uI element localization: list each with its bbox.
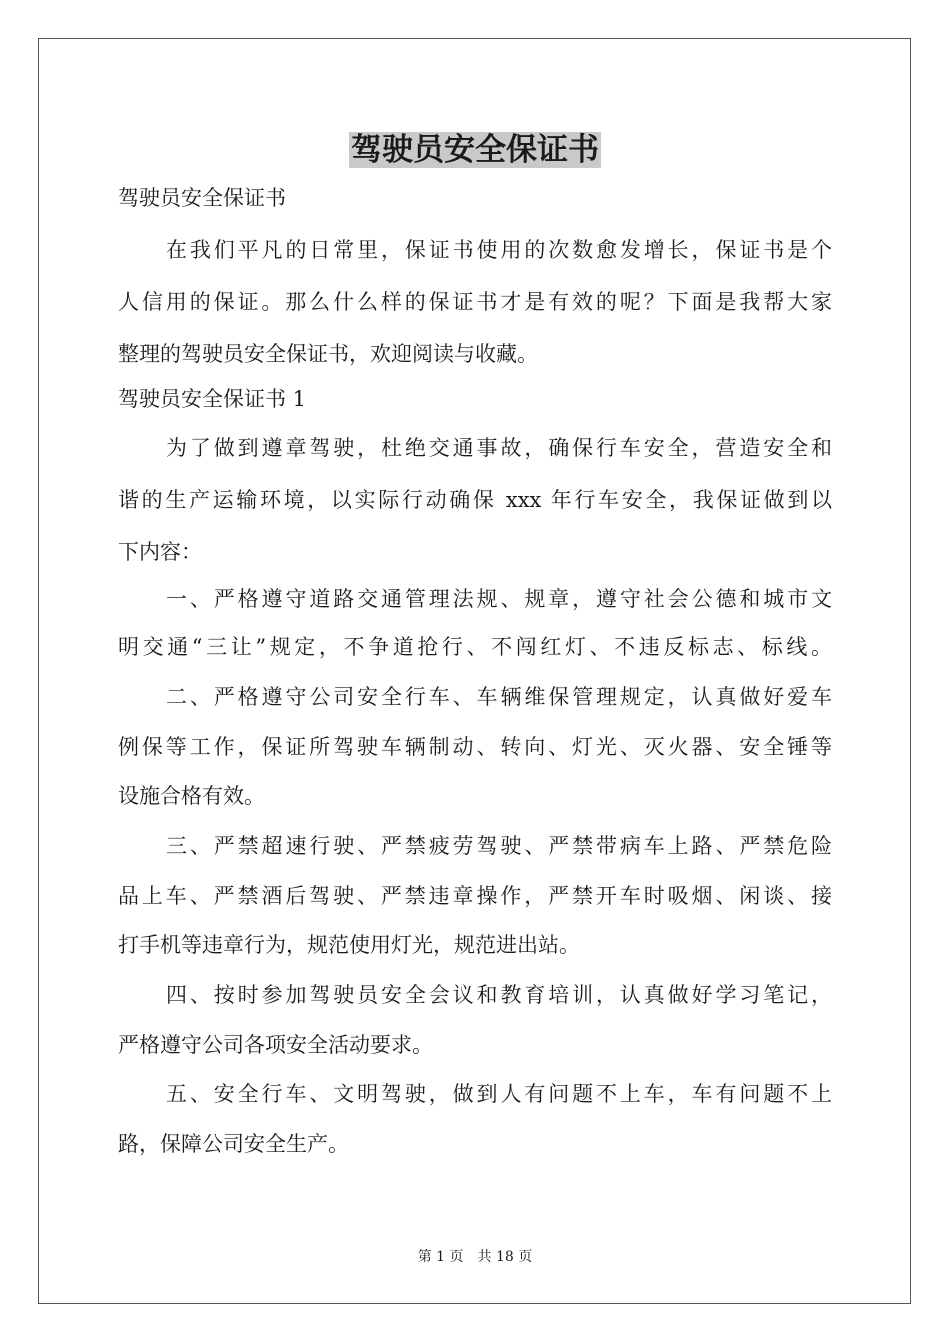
paragraph-line: 品上车、严禁酒后驾驶、严禁违章操作，严禁开车时吸烟、闲谈、接 bbox=[118, 884, 832, 908]
paragraph-line: 路，保障公司安全生产。 bbox=[118, 1132, 349, 1156]
section-heading: 驾驶员安全保证书 1 bbox=[118, 387, 307, 411]
paragraph-line: 打手机等违章行为，规范使用灯光，规范进出站。 bbox=[118, 933, 580, 957]
paragraph-line: 三、严禁超速行驶、严禁疲劳驾驶、严禁带病车上路、严禁危险 bbox=[166, 834, 832, 858]
paragraph-line: 例保等工作，保证所驾驶车辆制动、转向、灯光、灭火器、安全锤等 bbox=[118, 735, 832, 759]
paragraph-line: 五、安全行车、文明驾驶，做到人有问题不上车，车有问题不上 bbox=[166, 1082, 832, 1106]
subtitle-line: 驾驶员安全保证书 bbox=[118, 186, 286, 210]
paragraph-line: 严格遵守公司各项安全活动要求。 bbox=[118, 1033, 433, 1057]
paragraph-line: 为了做到遵章驾驶，杜绝交通事故，确保行车安全，营造安全和 bbox=[166, 436, 832, 460]
paragraph-line: 设施合格有效。 bbox=[118, 784, 265, 808]
page-border bbox=[38, 38, 911, 1304]
paragraph-line: 在我们平凡的日常里，保证书使用的次数愈发增长，保证书是个 bbox=[166, 238, 832, 262]
page-footer bbox=[0, 1247, 950, 1267]
paragraph-line: 下内容： bbox=[118, 540, 202, 564]
page-number: 第 1 页 bbox=[417, 1249, 464, 1265]
page-total: 共 18 页 bbox=[477, 1249, 533, 1265]
paragraph-line: 谐的生产运输环境，以实际行动确保 xxx 年行车安全，我保证做到以 bbox=[118, 488, 832, 512]
document-title bbox=[0, 128, 950, 172]
paragraph-line: 一、严格遵守道路交通管理法规、规章，遵守社会公德和城市文 bbox=[166, 587, 832, 611]
paragraph-line: 二、严格遵守公司安全行车、车辆维保管理规定，认真做好爱车 bbox=[166, 685, 832, 709]
paragraph-line: 明交通“三让”规定，不争道抢行、不闯红灯、不违反标志、标线。 bbox=[118, 635, 832, 659]
paragraph-line: 人信用的保证。那么什么样的保证书才是有效的呢？下面是我帮大家 bbox=[118, 290, 832, 314]
document-title-text: 驾驶员安全保证书 bbox=[351, 132, 599, 168]
paragraph-line: 四、按时参加驾驶员安全会议和教育培训，认真做好学习笔记， bbox=[166, 983, 832, 1007]
paragraph-line: 整理的驾驶员安全保证书，欢迎阅读与收藏。 bbox=[118, 342, 538, 366]
